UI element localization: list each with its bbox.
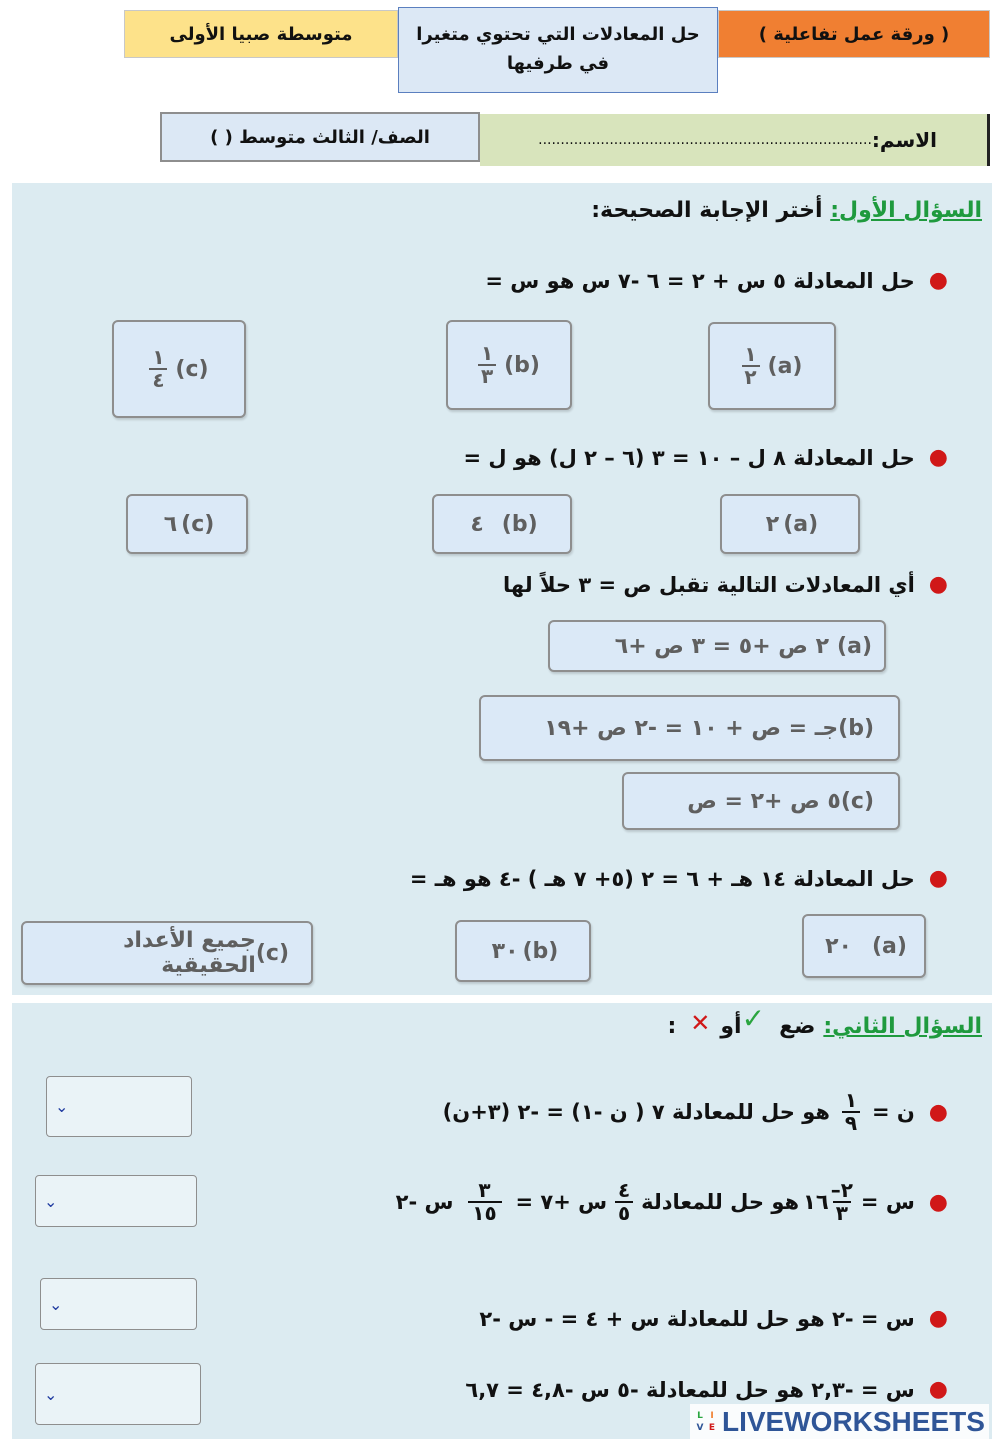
q1-item-4-option-a[interactable]: ٢٠ (a) <box>802 914 926 978</box>
q1-item-2-option-a[interactable]: ٢ (a) <box>720 494 860 554</box>
bullet-icon: ● <box>928 866 948 891</box>
question-one-title <box>591 198 982 223</box>
question-one-instruction: أختر الإجابة الصحيحة: <box>591 198 823 223</box>
question-two-title <box>667 1002 982 1043</box>
liveworksheets-logo <box>690 1404 989 1440</box>
q2-item-3-text: س = -٢ هو حل للمعادلة س + ٤ = - س -٢ <box>479 1306 915 1331</box>
answer-dropdown-4[interactable] <box>35 1363 201 1425</box>
fraction: $\frac{٣}{١٥}$ <box>468 1180 502 1224</box>
q1-item-2-option-b[interactable]: ٤ (b) <box>432 494 572 554</box>
bullet-icon: ● <box>928 572 948 597</box>
bullet-icon: ● <box>928 1377 948 1402</box>
fraction: $\frac{١}{٣}$ <box>478 343 496 387</box>
answer-dropdown-2[interactable] <box>35 1175 197 1227</box>
name-dots: ........................................................................... <box>538 132 872 148</box>
q2-item-4 <box>465 1377 948 1402</box>
q2-item-4-text: س = -٢,٣ هو حل للمعادلة -٥ س -٤,٨ = ٦,٧ <box>465 1377 915 1402</box>
chevron-down-icon: ⌄ <box>44 1191 58 1211</box>
q1-item-4-option-c[interactable]: (c) جميع الأعداد الحقيقية <box>21 921 313 985</box>
answer-dropdown-3[interactable] <box>40 1278 197 1330</box>
fraction: $\frac{١}{٢}$ <box>742 344 760 388</box>
q1-item-3-option-a[interactable]: (a) ٢ ص +٥ = ٣ ص +٦ <box>548 620 886 672</box>
q1-item-3-option-c[interactable]: (c) ٥ ص +٢ = ص <box>622 772 900 830</box>
bullet-icon: ● <box>928 1189 948 1215</box>
question-one-label: السؤال الأول: <box>830 198 982 223</box>
q1-item-3 <box>503 572 948 597</box>
chevron-down-icon: ⌄ <box>49 1294 63 1314</box>
cross-icon: ✕ <box>690 1008 711 1037</box>
q1-item-1-option-a[interactable]: $\frac{١}{٢}$ (a) <box>708 322 836 410</box>
worksheet-label <box>718 10 990 58</box>
q1-item-2-text: حل المعادلة ٨ ل – ١٠ = ٣ (٦ – ٢ ل) هو ل = <box>463 445 915 470</box>
fraction: $\frac{٢-}{٣}$ <box>830 1178 853 1225</box>
colon: : <box>667 1014 677 1039</box>
fraction: $\frac{١}{٤}$ <box>149 347 167 391</box>
q1-item-1-option-b[interactable]: $\frac{١}{٣}$ (b) <box>446 320 572 410</box>
question-two-label: السؤال الثاني: <box>823 1014 982 1039</box>
bullet-icon: ● <box>928 1099 948 1125</box>
fraction: $\frac{١}{٩}$ <box>842 1090 860 1134</box>
school-name <box>124 10 398 58</box>
liveworksheets-text: LIVEWORKSHEETS <box>722 1406 985 1437</box>
q1-item-4-option-b[interactable]: ٣٠ (b) <box>455 920 591 982</box>
fraction: $\frac{٤}{٥}$ <box>615 1180 633 1224</box>
q1-item-1-text: حل المعادلة ٥ س + ٢ = ٦ -٧ س هو س = <box>485 268 915 293</box>
bullet-icon: ● <box>928 268 948 293</box>
check-icon: ✓ <box>741 1002 766 1035</box>
school-name-text: متوسطة صبيا الأولى <box>169 23 353 45</box>
chevron-down-icon: ⌄ <box>44 1384 58 1404</box>
class-box <box>160 112 480 162</box>
lesson-title-text: حل المعادلات التي تحتوي متغيرا في طرفيها <box>416 24 700 74</box>
class-label: الصف/ الثالث متوسط ( ) <box>210 126 430 148</box>
q1-item-1 <box>485 268 948 293</box>
q2-item-1: ● ن = $\frac{١}{٩}$ هو حل للمعادلة ٧ ( ن -١) = -٢ (٣+ن) <box>442 1088 948 1135</box>
q1-item-1-option-c[interactable]: $\frac{١}{٤}$ (c) <box>112 320 246 418</box>
q1-item-2-option-c[interactable]: ٦ (c) <box>126 494 248 554</box>
lesson-title <box>398 7 718 93</box>
q1-item-2 <box>464 445 949 470</box>
bullet-icon: ● <box>928 1306 948 1331</box>
q2-item-2: ● س = $\frac{٢-}{٣}$ ١٦ هو حل للمعادلة $\frac{٤}{٥}$ س +٧ = $\frac{٣}{١٥}$ س -٢ <box>395 1178 948 1225</box>
question-two-instruction: ضع <box>779 1014 816 1039</box>
q1-item-3-text: أي المعادلات التالية تقبل ص = ٣ حلاً لها <box>503 572 915 597</box>
q1-item-4-text: حل المعادلة ١٤ هـ + ٦ = ٢ (٥+ ٧ هـ ) -٤ هو هـ = <box>409 866 915 891</box>
name-label: الاسم: <box>871 128 937 152</box>
q1-item-3-option-b[interactable]: (b) جـ = ص + ١٠ = -٢ ص +١٩ <box>479 695 900 761</box>
name-band <box>480 114 990 166</box>
chevron-down-icon: ⌄ <box>55 1097 69 1116</box>
bullet-icon: ● <box>928 445 948 470</box>
answer-dropdown-1[interactable] <box>46 1076 192 1137</box>
worksheet-label-text: ( ورقة عمل تفاعلية ) <box>758 23 950 45</box>
q2-item-3 <box>479 1306 948 1331</box>
q1-item-4 <box>410 866 948 891</box>
liveworksheets-icon: L I V E <box>696 1411 716 1433</box>
or-word: أو <box>720 1014 742 1039</box>
